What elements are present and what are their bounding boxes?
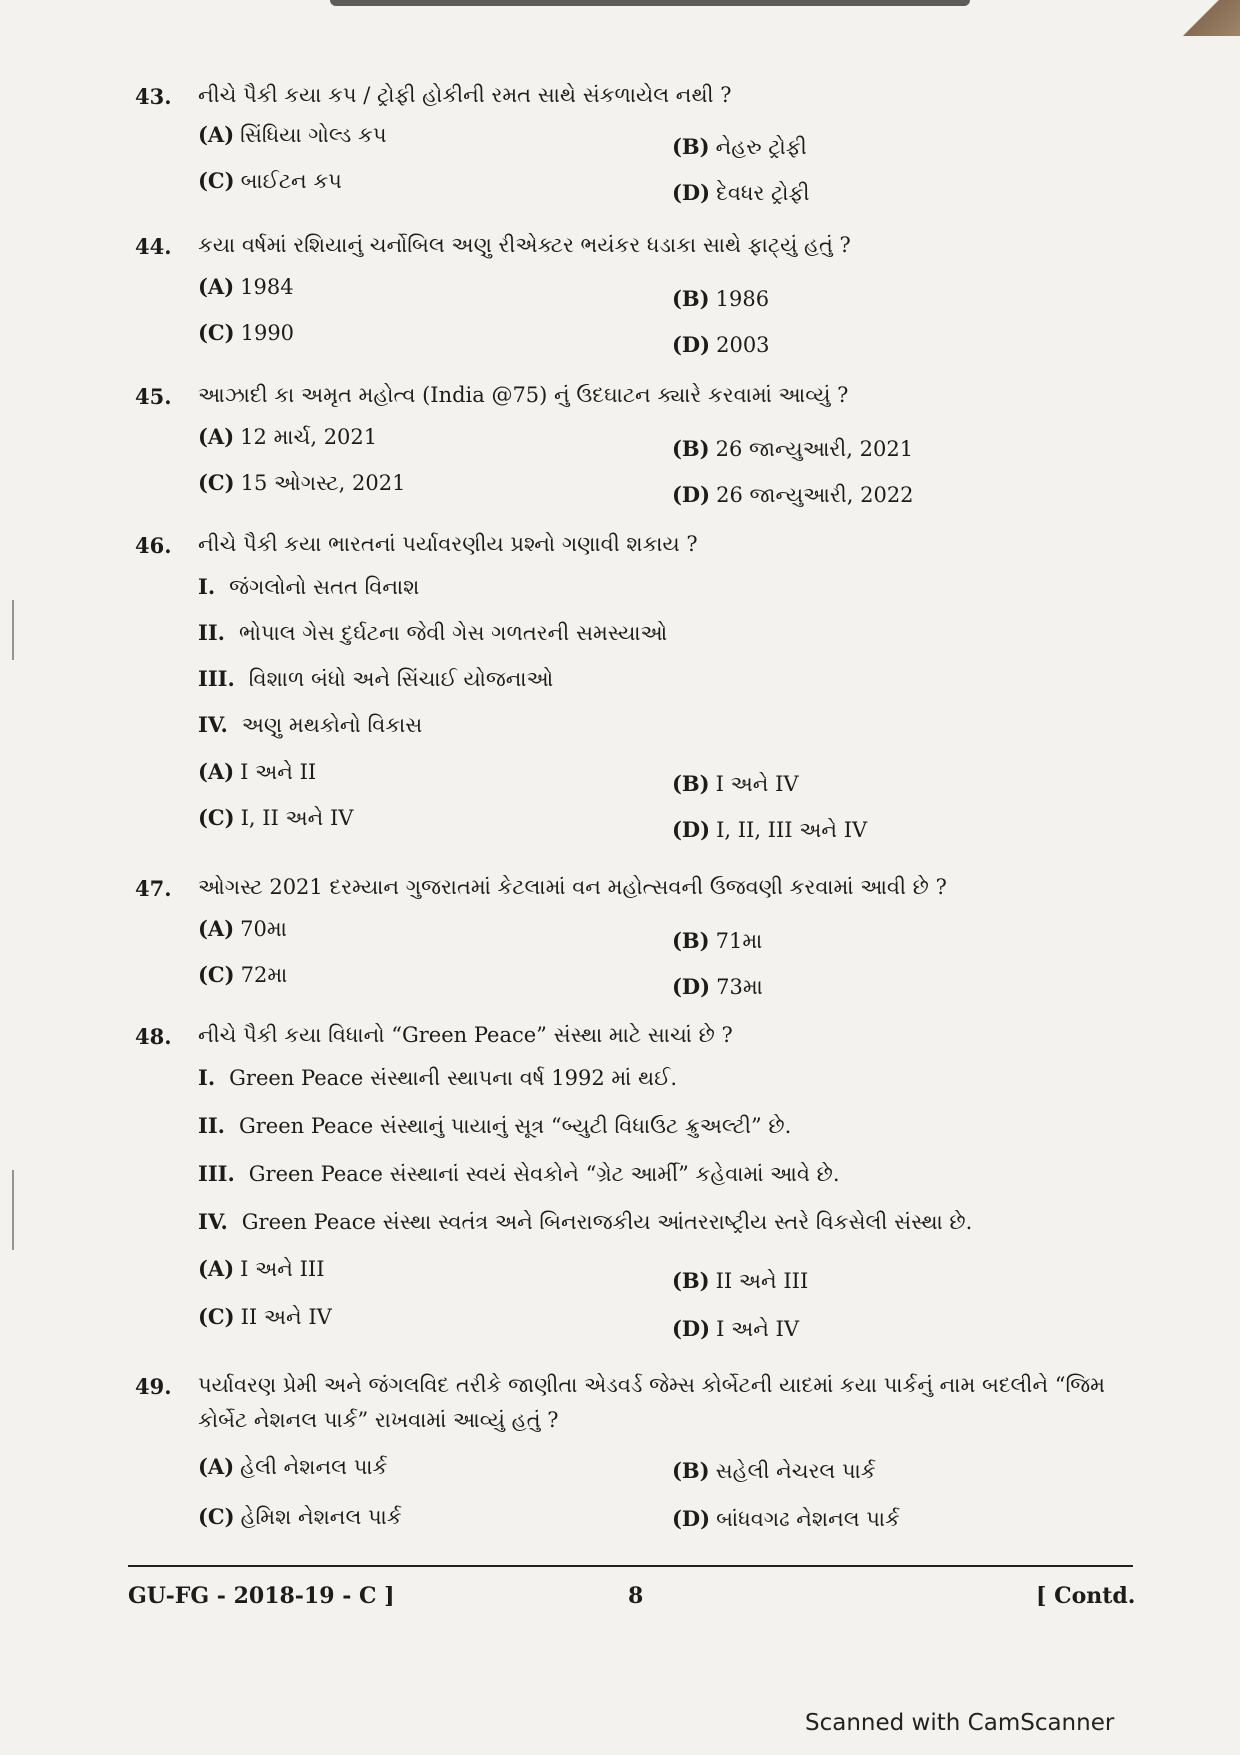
question-text: પર્યાવરણ પ્રેમી અને જંગલવિદ તરીકે જાણીતા એડવર્ડ જેમ્સ કોર્બેટની યાદમાં કયા પાર્કનું નામ બદલીને “જિમ કોર્બેટ નેશનલ પાર્ક” રાખવામાં આવ્યું હતું ? [198, 1373, 1105, 1432]
question-text: કયા વર્ષમાં રશિયાનું ચર્નોબિલ અણુ રીએક્ટર ભયંકર ધડાકા સાથે ફાટ્યું હતું ? [198, 233, 851, 257]
continued-label: [ Contd. [1036, 1583, 1136, 1609]
option-c: (C) હેમિશ નેશનલ પાર્ક [198, 1504, 402, 1529]
statement-ii: II. ભોપાલ ગેસ દુર્ઘટના જેવી ગેસ ગળતરની સમસ્યાઓ [198, 620, 668, 645]
option-a: (A) I અને II [198, 759, 317, 784]
question-text: આઝાદી કા અમૃત મહોત્વ (India @75) નું ઉદઘાટન ક્યારે કરવામાં આવ્યું ? [198, 383, 849, 407]
option-c: (C) I, II અને IV [198, 805, 354, 830]
question-number: 44. [135, 234, 172, 259]
option-d: (D) દેવધર ટ્રોફી [672, 180, 810, 205]
statement-iv: IV. Green Peace સંસ્થા સ્વતંત્ર અને બિનરાજકીય આંતરરાષ્ટ્રીય સ્તરે વિકસેલી સંસ્થા છે. [198, 1209, 973, 1234]
option-c: (C) 15 ઓગસ્ટ, 2021 [198, 470, 406, 495]
option-a: (A) I અને III [198, 1256, 325, 1281]
question-number: 48. [135, 1024, 172, 1049]
option-a: (A) હેલી નેશનલ પાર્ક [198, 1454, 388, 1479]
question-text: નીચે પૈકી કયા કપ / ટ્રોફી હોકીની રમત સાથે સંકળાયેલ નથી ? [198, 83, 732, 107]
option-d: (D) 26 જાન્યુઆરી, 2022 [672, 482, 914, 507]
option-b: (B) સહેલી નેચરલ પાર્ક [672, 1458, 876, 1483]
question-number: 46. [135, 533, 172, 558]
option-d: (D) I અને IV [672, 1316, 800, 1341]
scan-margin-mark [12, 1170, 14, 1250]
option-c: (C) 1990 [198, 320, 295, 345]
question-number: 49. [135, 1374, 172, 1399]
statement-iv: IV. અણુ મથકોનો વિકાસ [198, 712, 423, 737]
scan-margin-mark [12, 600, 14, 660]
footer-divider [128, 1565, 1133, 1567]
option-b: (B) I અને IV [672, 771, 799, 796]
question-number: 47. [135, 876, 172, 901]
question-number: 43. [135, 84, 172, 109]
option-c: (C) 72મા [198, 962, 288, 987]
option-b: (B) 26 જાન્યુઆરી, 2021 [672, 436, 914, 461]
option-b: (B) 1986 [672, 286, 770, 311]
page-corner-fold [1180, 0, 1240, 36]
option-d: (D) I, II, III અને IV [672, 817, 868, 842]
option-b: (B) II અને III [672, 1268, 809, 1293]
option-c: (C) બાઈટન કપ [198, 168, 342, 193]
statement-i: I. Green Peace સંસ્થાની સ્થાપના વર્ષ 1992 માં થઈ. [198, 1065, 677, 1090]
option-b: (B) 71મા [672, 928, 763, 953]
option-d: (D) 2003 [672, 332, 770, 357]
statement-iii: III. Green Peace સંસ્થાનાં સ્વયં સેવકોને “ગ્રેટ આર્મી” કહેવામાં આવે છે. [198, 1161, 840, 1186]
option-a: (A) 70મા [198, 916, 287, 941]
page-number: 8 [628, 1583, 644, 1609]
question-text: નીચે પૈકી કયા ભારતનાં પર્યાવરણીય પ્રશ્નો ગણાવી શકાય ? [198, 532, 698, 556]
statement-i: I. જંગલોનો સતત વિનાશ [198, 574, 420, 599]
page-top-edge [330, 0, 970, 6]
option-a: (A) સિંધિયા ગોલ્ડ કપ [198, 122, 387, 147]
question-text: ઓગસ્ટ 2021 દરમ્યાન ગુજરાતમાં કેટલામાં વન મહોત્સવની ઉજવણી કરવામાં આવી છે ? [198, 875, 947, 899]
statement-iii: III. વિશાળ બંધો અને સિંચાઈ યોજનાઓ [198, 666, 554, 691]
option-b: (B) નેહરુ ટ્રોફી [672, 134, 807, 159]
option-a: (A) 12 માર્ચ, 2021 [198, 424, 378, 449]
option-d: (D) 73મા [672, 974, 763, 999]
scanner-watermark: Scanned with CamScanner [805, 1710, 1115, 1736]
question-number: 45. [135, 384, 172, 409]
option-a: (A) 1984 [198, 274, 294, 299]
question-text: નીચે પૈકી કયા વિધાનો “Green Peace” સંસ્થા માટે સાચાં છે ? [198, 1023, 733, 1047]
option-d: (D) બાંધવગઢ નેશનલ પાર્ક [672, 1506, 900, 1531]
option-c: (C) II અને IV [198, 1304, 332, 1329]
paper-code: GU-FG - 2018-19 - C ] [128, 1583, 395, 1609]
statement-ii: II. Green Peace સંસ્થાનું પાયાનું સૂત્ર “બ્યુટી વિધાઉટ ક્રુઅલ્ટી” છે. [198, 1113, 792, 1138]
